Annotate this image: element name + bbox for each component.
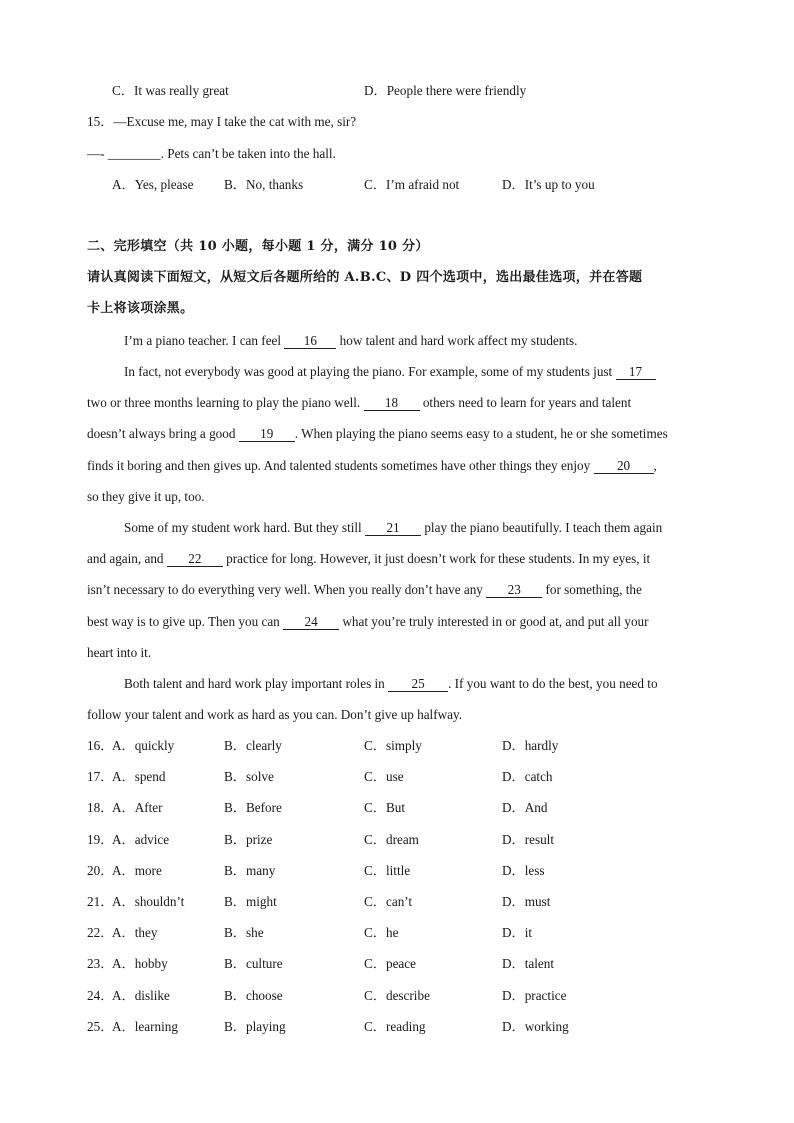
answer-option-a: A．dislike	[112, 988, 170, 1003]
passage-text: . When playing the piano seems easy to a student, he or she sometimes	[294, 426, 668, 441]
answer-option-c: C．little	[364, 863, 411, 878]
answer-option-c: C．simply	[364, 738, 422, 753]
passage-text: Some of my student work hard. But they still	[124, 520, 366, 535]
question-number: 21．	[87, 894, 114, 909]
question-number: 22．	[87, 925, 114, 940]
answer-option-a: A．learning	[112, 1019, 178, 1034]
passage-text: Both talent and hard work play important roles in	[124, 676, 389, 691]
q15-option-d: D．It’s up to you	[502, 177, 595, 192]
passage-line	[87, 581, 642, 599]
passage-line	[124, 675, 658, 693]
answer-option-b: B．Before	[224, 800, 282, 815]
answer-option-a: A．quickly	[112, 738, 175, 753]
section-heading: 二、完形填空（共 10 小题，每小题 1 分，满分 10 分）	[87, 239, 429, 254]
answer-option-c: C．describe	[364, 988, 430, 1003]
answer-option-c: C．But	[364, 800, 406, 815]
answer-option-c: C．he	[364, 925, 399, 940]
passage-line	[87, 425, 668, 443]
passage-text: and again, and	[87, 551, 167, 566]
question-number: 25．	[87, 1019, 114, 1034]
answer-option-b: B．might	[224, 894, 277, 909]
answer-option-b: B．she	[224, 925, 264, 940]
passage-text: . If you want to do the best, you need to	[448, 676, 658, 691]
section-instruction-line1: 请认真阅读下面短文，从短文后各题所给的 A.B.C、D 四个选项中，选出最佳选项，并在答题	[87, 270, 643, 285]
passage-text: what you’re truly interested in or good at, and put all your	[339, 614, 649, 629]
passage-text: others need to learn for years and talent	[419, 395, 632, 410]
passage-text: doesn’t always bring a good	[87, 426, 239, 441]
blank-24: 24	[283, 615, 339, 630]
passage-line	[87, 457, 657, 475]
answer-option-a: A．they	[112, 925, 158, 940]
q15-option-a: A．Yes, please	[112, 177, 194, 192]
passage-line	[87, 488, 205, 506]
answer-option-b: B．clearly	[224, 738, 282, 753]
answer-option-d: D．result	[502, 832, 555, 847]
passage-text: follow your talent and work as hard as you can. Don’t give up halfway.	[87, 707, 463, 722]
passage-text: finds it boring and then gives up. And talented students sometimes have other things they enjoy	[87, 458, 594, 473]
answer-option-d: D．working	[502, 1019, 569, 1034]
question-number: 16．	[87, 738, 114, 753]
answer-option-c: C．peace	[364, 956, 416, 971]
passage-text: for something, the	[542, 582, 642, 597]
answer-option-d: D．talent	[502, 956, 555, 971]
answer-option-c: C．use	[364, 769, 404, 784]
answer-option-a: A．spend	[112, 769, 166, 784]
passage-text: so they give it up, too.	[87, 489, 205, 504]
question-number: 20．	[87, 863, 114, 878]
question-number: 17．	[87, 769, 114, 784]
answer-option-b: B．culture	[224, 956, 283, 971]
blank-17: 17	[616, 365, 656, 380]
answer-option-b: B．many	[224, 863, 276, 878]
answer-option-d: D．practice	[502, 988, 567, 1003]
passage-line	[87, 613, 649, 631]
passage-line	[87, 394, 631, 412]
passage-text: play the piano beautifully. I teach them again	[421, 520, 663, 535]
q15-option-b: B．No, thanks	[224, 177, 304, 192]
q15-answer-suffix: . Pets can’t be taken into the hall.	[160, 146, 336, 161]
passage-text: how talent and hard work affect my students.	[336, 333, 578, 348]
answer-option-a: A．shouldn’t	[112, 894, 185, 909]
q14-option-d: D．People there were friendly	[364, 83, 527, 98]
passage-line	[87, 706, 462, 724]
answer-option-b: B．choose	[224, 988, 283, 1003]
answer-option-d: D．must	[502, 894, 551, 909]
passage-line	[124, 363, 656, 381]
answer-option-c: C．reading	[364, 1019, 426, 1034]
q14-option-c: C．It was really great	[112, 83, 229, 98]
answer-option-b: B．solve	[224, 769, 274, 784]
question-number: 19．	[87, 832, 114, 847]
q15-answer-blank: ________	[107, 146, 161, 161]
blank-25: 25	[388, 677, 448, 692]
answer-option-d: D．hardly	[502, 738, 559, 753]
blank-19: 19	[239, 427, 295, 442]
q15-question: 15．—Excuse me, may I take the cat with me, sir?	[87, 114, 357, 129]
passage-text: isn’t necessary to do everything very well. When you really don’t have any	[87, 582, 487, 597]
question-number: 23．	[87, 956, 114, 971]
passage-text: In fact, not everybody was good at playing the piano. For example, some of my students just	[124, 364, 616, 379]
passage-line	[124, 519, 662, 537]
blank-20: 20	[594, 459, 654, 474]
passage-text: practice for long. However, it just doesn’t work for these students. In my eyes, it	[222, 551, 651, 566]
blank-18: 18	[364, 396, 420, 411]
answer-option-a: A．advice	[112, 832, 170, 847]
blank-21: 21	[365, 521, 421, 536]
passage-text: ,	[653, 458, 657, 473]
answer-option-d: D．And	[502, 800, 548, 815]
answer-option-c: C．can’t	[364, 894, 413, 909]
passage-text: I’m a piano teacher. I can feel	[124, 333, 285, 348]
answer-option-b: B．playing	[224, 1019, 286, 1034]
passage-text: two or three months learning to play the piano well.	[87, 395, 364, 410]
blank-16: 16	[284, 334, 336, 349]
blank-22: 22	[167, 552, 223, 567]
passage-line	[124, 332, 577, 350]
passage-text: heart into it.	[87, 645, 152, 660]
question-number: 24．	[87, 988, 114, 1003]
passage-line	[87, 550, 650, 568]
answer-option-a: A．hobby	[112, 956, 168, 971]
passage-text: best way is to give up. Then you can	[87, 614, 284, 629]
q15-option-c: C．I’m afraid not	[364, 177, 460, 192]
answer-option-a: A．After	[112, 800, 163, 815]
answer-option-b: B．prize	[224, 832, 273, 847]
passage-line	[87, 644, 151, 662]
answer-option-c: C．dream	[364, 832, 419, 847]
q15-answer	[87, 145, 336, 163]
answer-option-d: D．catch	[502, 769, 553, 784]
section-instruction-line2: 卡上将该项涂黑。	[87, 301, 194, 316]
q15-answer-prefix: —-	[87, 146, 108, 161]
answer-option-d: D．less	[502, 863, 545, 878]
question-number: 18．	[87, 800, 114, 815]
blank-23: 23	[486, 583, 542, 598]
answer-option-d: D．it	[502, 925, 533, 940]
answer-option-a: A．more	[112, 863, 162, 878]
